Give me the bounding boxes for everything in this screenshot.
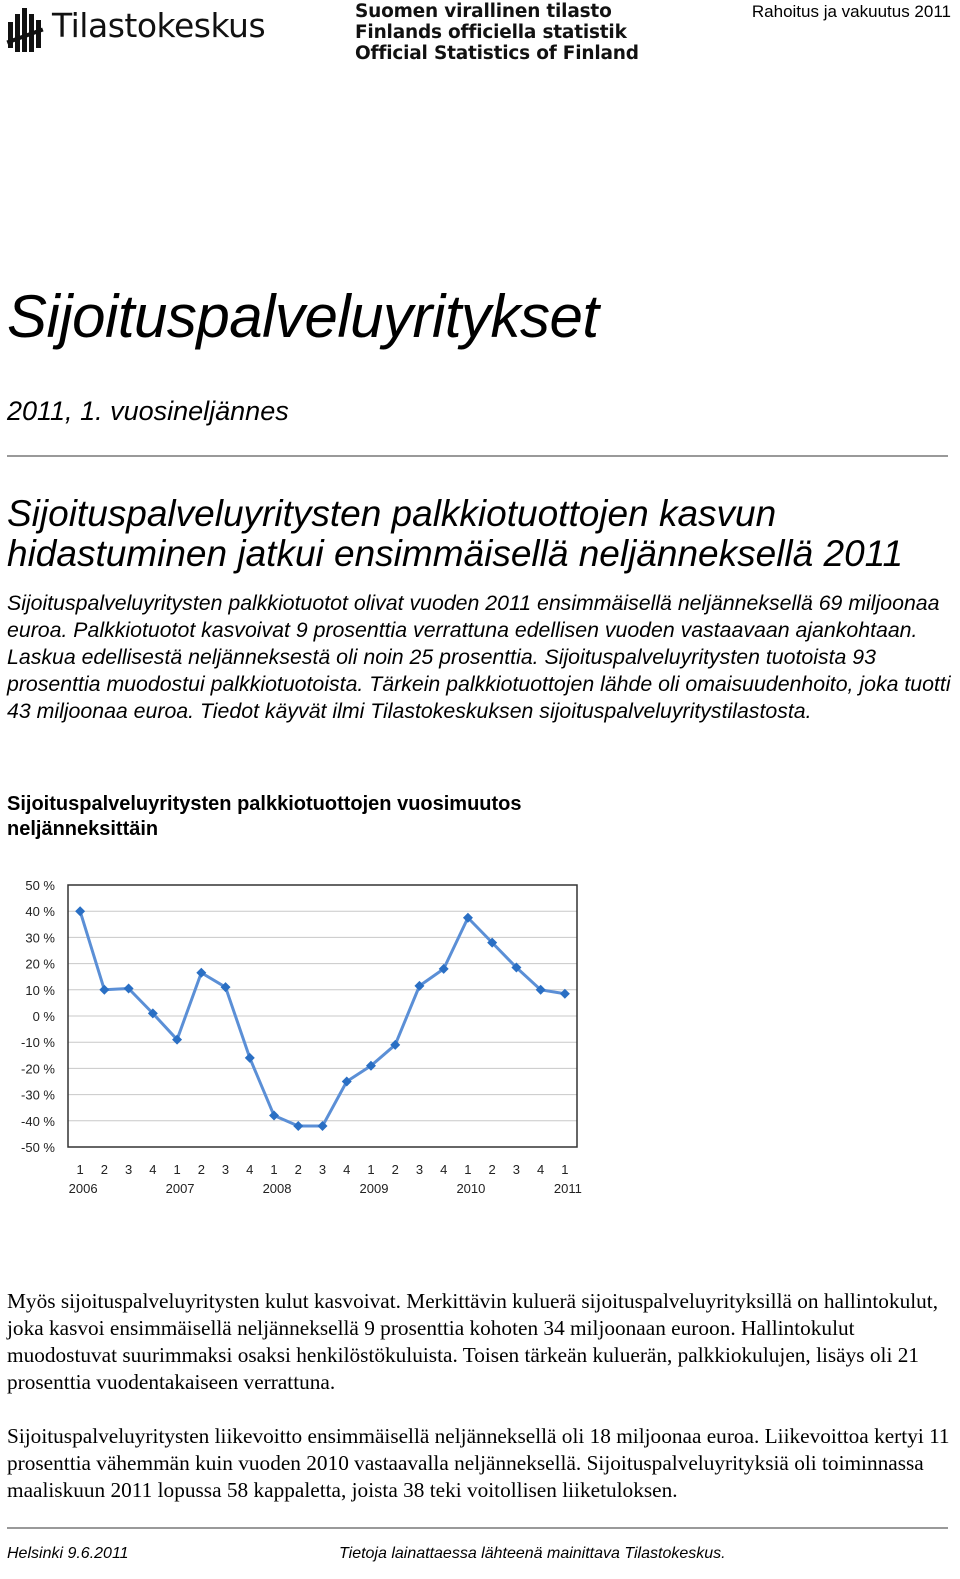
x-tick-label: 4 bbox=[246, 1162, 254, 1177]
publication-period: 2011, 1. vuosineljännes bbox=[7, 396, 289, 426]
x-tick-label: 4 bbox=[440, 1162, 448, 1177]
x-tick-label: 1 bbox=[367, 1162, 375, 1177]
series-line-fi: Suomen virallinen tilasto bbox=[355, 1, 612, 22]
y-tick-label: 20 % bbox=[25, 956, 55, 972]
y-tick-label: -30 % bbox=[21, 1087, 55, 1103]
x-tick-label: 4 bbox=[537, 1162, 545, 1177]
divider bbox=[7, 455, 948, 457]
publication-title: Sijoituspalveluyritykset bbox=[7, 283, 599, 350]
footer-citation: Tietoja lainattaessa lähteenä mainittava Tilastokeskus. bbox=[339, 1545, 726, 1562]
chart-heading: Sijoituspalveluyritysten palkkiotuottojen vuosimuutos neljänneksittäin bbox=[7, 793, 522, 840]
footer-divider bbox=[7, 1527, 948, 1529]
x-tick-label: 2 bbox=[100, 1162, 108, 1177]
article-headline: Sijoituspalveluyritysten palkkiotuottojen kasvun hidastuminen jatkui ensimmäisellä neljänneksellä 2011 bbox=[7, 493, 904, 574]
x-tick-label: 2 bbox=[391, 1162, 399, 1177]
x-tick-label: 1 bbox=[464, 1162, 472, 1177]
x-tick-label: 3 bbox=[318, 1162, 327, 1177]
year-label: 2011 bbox=[553, 1181, 582, 1196]
y-tick-label: 30 % bbox=[25, 930, 55, 946]
logo-text: Tilastokeskus bbox=[52, 6, 266, 45]
x-tick-label: 1 bbox=[561, 1162, 569, 1177]
y-tick-label: -50 % bbox=[21, 1140, 55, 1155]
y-tick-label: 50 % bbox=[25, 878, 55, 893]
article-lead: Sijoituspalveluyritysten palkkiotuotot olivat vuoden 2011 ensimmäisellä neljänneksellä 69 miljoonaa euroa. Palkkiotuotot kasvoivat 9 prosenttia verrattuna edellisen vuoden vastaavaan ajankohtaan. Laskua edellisestä neljänneksestä oli noin 25 prosenttia. Sijoituspalveluyritysten tuotoista 93 prosenttia muodostui palkkiotuotoista. Tärkein palkkiotuottojen lähde oli omaisuudenhoito, joka tuotti 43 miljoonaa euroa. Tiedot käyvät ilmi Tilastokeskuksen sijoituspalveluyritystilastosta. bbox=[7, 591, 951, 723]
x-tick-label: 3 bbox=[512, 1162, 521, 1177]
y-tick-label: -40 % bbox=[21, 1113, 55, 1129]
data-point bbox=[293, 1121, 303, 1131]
paragraph-costs: Myös sijoituspalveluyritysten kulut kasvoivat. Merkittävin kuluerä sijoituspalveluyrityksillä on hallintokulut, joka kasvoi ensimmäisellä neljänneksellä 9 prosenttia kohoten 34 miljoonaan euroon. Hallintokulut muodostuvat suurimmaksi osaksi henkilöstökuluista. Toisen tärkeän kuluerän, palkkiokulujen, lisäys oli 21 prosenttia vuodentakaiseen verrattuna. bbox=[7, 1289, 939, 1394]
official-statistics-label bbox=[355, 1, 639, 64]
x-tick-label: 2 bbox=[488, 1162, 496, 1177]
y-tick-label: -10 % bbox=[21, 1035, 55, 1051]
line-chart bbox=[0, 868, 600, 1213]
paragraph-profit: Sijoituspalveluyritysten liikevoitto ensimmäisellä neljänneksellä oli 18 miljoonaa euroa. Liikevoittoa kertyi 11 prosenttia vähemmän kuin vuoden 2010 vastaavalla neljänneksellä. Sijoituspalveluyrityksiä oli toiminnassa maaliskuun 2011 lopussa 58 kappaletta, joista 38 teki voitollisen liiketuloksen. bbox=[7, 1424, 950, 1502]
y-tick-label: 10 % bbox=[25, 982, 55, 998]
y-tick-label: 0 % bbox=[32, 1009, 55, 1024]
data-point bbox=[245, 1053, 255, 1063]
x-tick-label: 3 bbox=[415, 1162, 424, 1177]
year-label: 2010 bbox=[456, 1181, 486, 1196]
chart-svg bbox=[0, 868, 600, 1208]
y-tick-label: -20 % bbox=[21, 1061, 55, 1077]
footer-place-date: Helsinki 9.6.2011 bbox=[7, 1545, 129, 1562]
data-point bbox=[75, 906, 85, 916]
topic-label: Rahoitus ja vakuutus 2011 bbox=[751, 2, 951, 21]
x-tick-label: 4 bbox=[343, 1162, 351, 1177]
year-label: 2007 bbox=[165, 1181, 195, 1196]
x-tick-label: 3 bbox=[221, 1162, 230, 1177]
x-tick-label: 1 bbox=[173, 1162, 181, 1177]
x-tick-label: 1 bbox=[76, 1162, 84, 1177]
y-tick-label: 40 % bbox=[25, 904, 55, 920]
year-label: 2008 bbox=[262, 1181, 292, 1196]
x-tick-label: 1 bbox=[270, 1162, 278, 1177]
series-line-sv: Finlands officiella statistik bbox=[355, 22, 627, 43]
year-label: 2009 bbox=[359, 1181, 389, 1196]
data-point bbox=[99, 985, 109, 995]
year-label: 2006 bbox=[68, 1181, 98, 1196]
x-tick-label: 2 bbox=[294, 1162, 302, 1177]
x-tick-label: 4 bbox=[149, 1162, 157, 1177]
x-tick-label: 2 bbox=[197, 1162, 205, 1177]
series-line-en: Official Statistics of Finland bbox=[355, 43, 639, 64]
data-point bbox=[269, 1111, 279, 1121]
x-tick-label: 3 bbox=[124, 1162, 133, 1177]
tilastokeskus-logo-icon bbox=[6, 4, 52, 54]
